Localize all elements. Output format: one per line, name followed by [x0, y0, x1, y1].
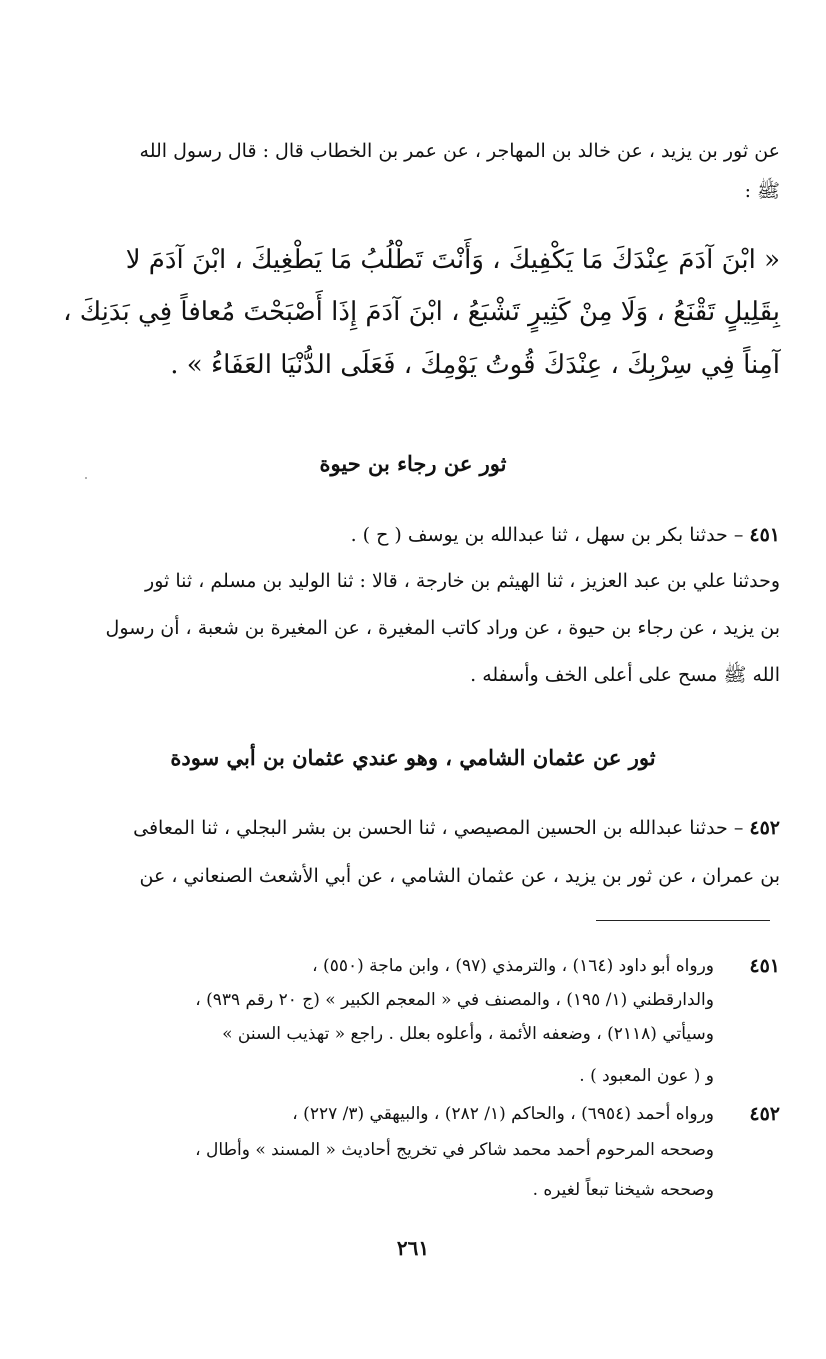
- hadith-452-first-line: [133, 813, 780, 843]
- hadith-451-text: – حدثنا بكر بن سهل ، ثنا عبدالله بن يوسف ( ح ) .: [350, 524, 744, 546]
- footnote-451-line-2: والدارقطني (١/ ١٩٥) ، والمصنف في « المعجم الكبير » (ج ٢٠ رقم ٩٣٩) ،: [195, 990, 714, 1010]
- footnote-452-line-3: وصححه شيخنا تبعاً لغيره .: [532, 1180, 714, 1200]
- footnote-452-line-2: وصححه المرحوم أحمد محمد شاكر في تخريج أحاديث « المسند » وأطال ،: [195, 1140, 714, 1160]
- footnote-number-451: ٤٥١: [749, 955, 780, 977]
- footnote-451-line-1: ورواه أبو داود (١٦٤) ، والترمذي (٩٧) ، وابن ماجة (٥٥٠) ،: [312, 956, 714, 976]
- hadith-452-text: – حدثنا عبدالله بن الحسين المصيصي ، ثنا الحسن بن بشر البجلي ، ثنا المعافى: [133, 817, 744, 839]
- page-number: ٢٦١: [396, 1236, 430, 1260]
- page-speck: [85, 477, 87, 479]
- hadith-line-2: بِقَلِيلٍ تَقْنَعُ ، وَلَا مِنْ كَثِيرٍ تَشْبَعُ ، ابْنَ آدَمَ إِذَا أَصْبَحْتَ مُعافاً فِي بَدَنِكَ ،: [63, 297, 780, 327]
- intro-line-2: ﷺ :: [744, 180, 780, 202]
- hadith-452-line-2: بن عمران ، عن ثور بن يزيد ، عن عثمان الشامي ، عن أبي الأشعث الصنعاني ، عن: [139, 865, 780, 887]
- footnote-number-452: ٤٥٢: [749, 1103, 780, 1125]
- intro-line-1: عن ثور بن يزيد ، عن خالد بن المهاجر ، عن عمر بن الخطاب قال : قال رسول الله: [139, 140, 780, 162]
- footnote-451-line-4: و ( عون المعبود ) .: [579, 1066, 714, 1086]
- hadith-number-452: ٤٥٢: [749, 817, 780, 839]
- hadith-451-line-3: بن يزيد ، عن رجاء بن حيوة ، عن وراد كاتب المغيرة ، عن المغيرة بن شعبة ، أن رسول: [105, 617, 780, 639]
- hadith-451-line-4: الله ﷺ مسح على أعلى الخف وأسفله .: [470, 664, 780, 686]
- hadith-451-line-2: وحدثنا علي بن عبد العزيز ، ثنا الهيثم بن خارجة ، قالا : ثنا الوليد بن مسلم ، ثنا ثور: [145, 570, 780, 592]
- section-heading-1: ثور عن رجاء بن حيوة: [319, 451, 507, 476]
- hadith-line-3: آمِناً فِي سِرْبِكَ ، عِنْدَكَ قُوتُ يَوْمِكَ ، فَعَلَى الدُّنْيَا العَفَاءُ » .: [170, 350, 780, 380]
- footnote-451-line-3: وسيأتي (٢١١٨) ، وضعفه الأئمة ، وأعلوه بعلل . راجع « تهذيب السنن »: [222, 1024, 714, 1044]
- hadith-451-first-line: [351, 520, 780, 550]
- footnote-452-line-1: ورواه أحمد (٦٩٥٤) ، والحاكم (١/ ٢٨٢) ، والبيهقي (٣/ ٢٢٧) ،: [292, 1104, 714, 1124]
- footnote-separator: [596, 920, 770, 921]
- hadith-number-451: ٤٥١: [749, 524, 780, 546]
- section-heading-2: ثور عن عثمان الشامي ، وهو عندي عثمان بن أبي سودة: [170, 745, 656, 770]
- hadith-line-1: « ابْنَ آدَمَ عِنْدَكَ مَا يَكْفِيكَ ، وَأَنْتَ تَطْلُبُ مَا يَطْغِيكَ ، ابْنَ آدَمَ لا: [125, 245, 780, 275]
